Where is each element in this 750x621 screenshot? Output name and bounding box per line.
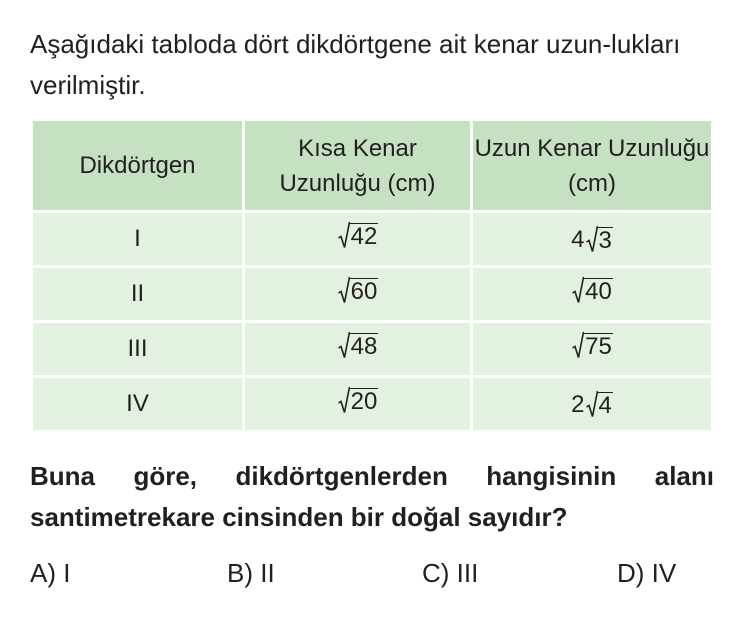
table-row	[33, 268, 711, 323]
intro-text: Aşağıdaki tabloda dört dikdörtgene ait kenar uzun-lukları verilmiştir.	[30, 29, 681, 100]
short-side-cell	[245, 213, 473, 268]
option-d[interactable]: D) IV	[617, 558, 677, 588]
table-row	[33, 323, 711, 378]
radicand: 42	[350, 223, 378, 250]
option-a[interactable]: A) I	[30, 558, 71, 588]
table-row	[33, 213, 711, 268]
radical-sign-icon	[586, 390, 598, 418]
radical-expression	[337, 331, 379, 360]
radical-sign-icon	[572, 276, 584, 304]
question-text: Buna göre, dikdörtgenlerden hangisinin alanı santimetrekare cinsinden bir doğal sayıdır?	[30, 461, 714, 532]
radical-sign-icon	[338, 386, 350, 414]
radical-sign-icon	[338, 276, 350, 304]
table-row	[33, 378, 711, 430]
long-side-cell	[473, 268, 711, 323]
coefficient: 2	[571, 390, 585, 418]
long-side-cell	[473, 378, 711, 430]
rectangle-table	[33, 121, 711, 430]
radical-sign-icon	[572, 331, 584, 359]
header-rectangle: Dikdörtgen	[33, 121, 245, 213]
radical-sign-icon	[586, 225, 598, 253]
radical-expression	[571, 276, 613, 305]
option-c[interactable]: C) III	[422, 558, 479, 588]
radical-expression	[337, 276, 379, 305]
row-name: I	[33, 213, 245, 268]
table-header-row	[33, 121, 711, 213]
short-side-cell	[245, 378, 473, 430]
radicand: 60	[350, 278, 378, 305]
radical-expression	[571, 331, 613, 360]
short-side-cell	[245, 323, 473, 378]
coefficient: 4	[571, 225, 585, 253]
radicand: 20	[350, 388, 378, 415]
long-side-cell	[473, 323, 711, 378]
row-name: III	[33, 323, 245, 378]
radical-expression	[571, 390, 613, 419]
radical-sign-icon	[338, 331, 350, 359]
row-name: II	[33, 268, 245, 323]
radical-expression	[571, 225, 613, 254]
radical-expression	[337, 386, 379, 415]
header-short-side: Kısa Kenar Uzunluğu (cm)	[245, 121, 473, 213]
radicand: 3	[598, 226, 612, 254]
radical-sign-icon	[338, 221, 350, 249]
radicand: 75	[585, 333, 612, 360]
option-b[interactable]: B) II	[227, 558, 275, 588]
header-long-side: Uzun Kenar Uzunluğu (cm)	[473, 121, 711, 213]
radical-expression	[337, 221, 379, 250]
short-side-cell	[245, 268, 473, 323]
long-side-cell	[473, 213, 711, 268]
radicand: 48	[350, 333, 378, 360]
radicand: 40	[585, 278, 612, 305]
radicand: 4	[598, 391, 612, 419]
row-name: IV	[33, 378, 245, 430]
